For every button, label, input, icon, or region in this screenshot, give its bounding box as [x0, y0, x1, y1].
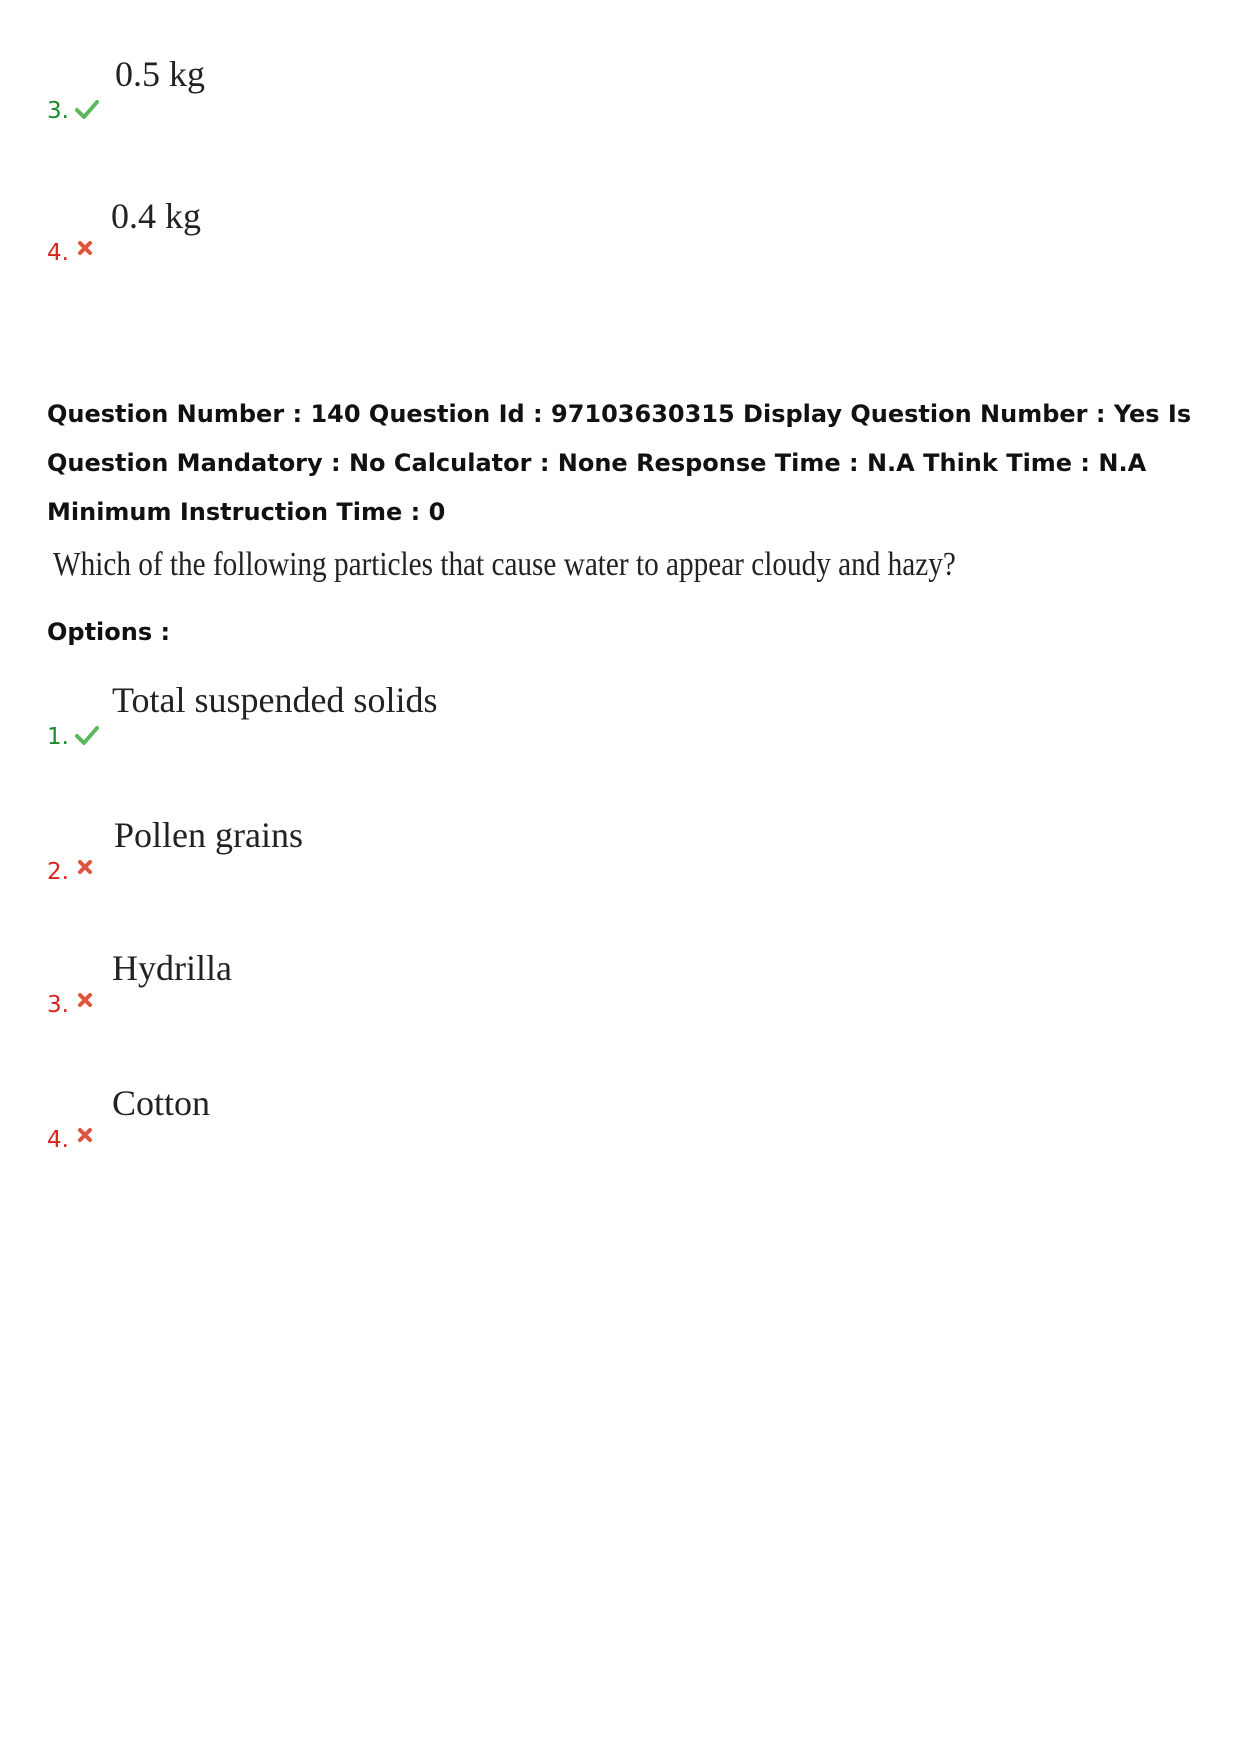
- option-text: 0.4 kg: [111, 196, 201, 236]
- option-text: 0.5 kg: [115, 54, 205, 94]
- option-text: Cotton: [112, 1083, 211, 1123]
- check-icon: [75, 724, 99, 746]
- option-3: [47, 948, 947, 1018]
- cross-icon: [77, 859, 93, 875]
- cross-icon: [77, 1127, 93, 1143]
- option-number: 4.: [47, 240, 69, 266]
- option-2: [47, 815, 947, 885]
- option-text: Hydrilla: [112, 948, 232, 988]
- option-number: 4.: [47, 1127, 69, 1153]
- prev-option-3: [47, 54, 947, 124]
- option-1: [47, 680, 947, 750]
- option-number: 1.: [47, 724, 69, 750]
- cross-icon: [77, 992, 93, 1008]
- option-4: [47, 1083, 947, 1153]
- option-text: Pollen grains: [114, 815, 303, 855]
- cross-icon: [77, 240, 93, 256]
- question-text: Which of the following particles that cause water to appear cloudy and hazy?: [53, 546, 956, 583]
- option-number: 3.: [47, 98, 69, 124]
- question-metadata: Question Number : 140 Question Id : 97103630315 Display Question Number : Yes Is Question Mandatory : No Calculator : None Response Time : N.A Think Time : N.A Minimum Instruction Time : 0: [47, 400, 1192, 526]
- option-text: Total suspended solids: [112, 680, 438, 720]
- options-label: Options :: [47, 618, 171, 646]
- option-number: 3.: [47, 992, 69, 1018]
- prev-option-4: [47, 196, 947, 266]
- option-number: 2.: [47, 859, 69, 885]
- check-icon: [75, 98, 99, 120]
